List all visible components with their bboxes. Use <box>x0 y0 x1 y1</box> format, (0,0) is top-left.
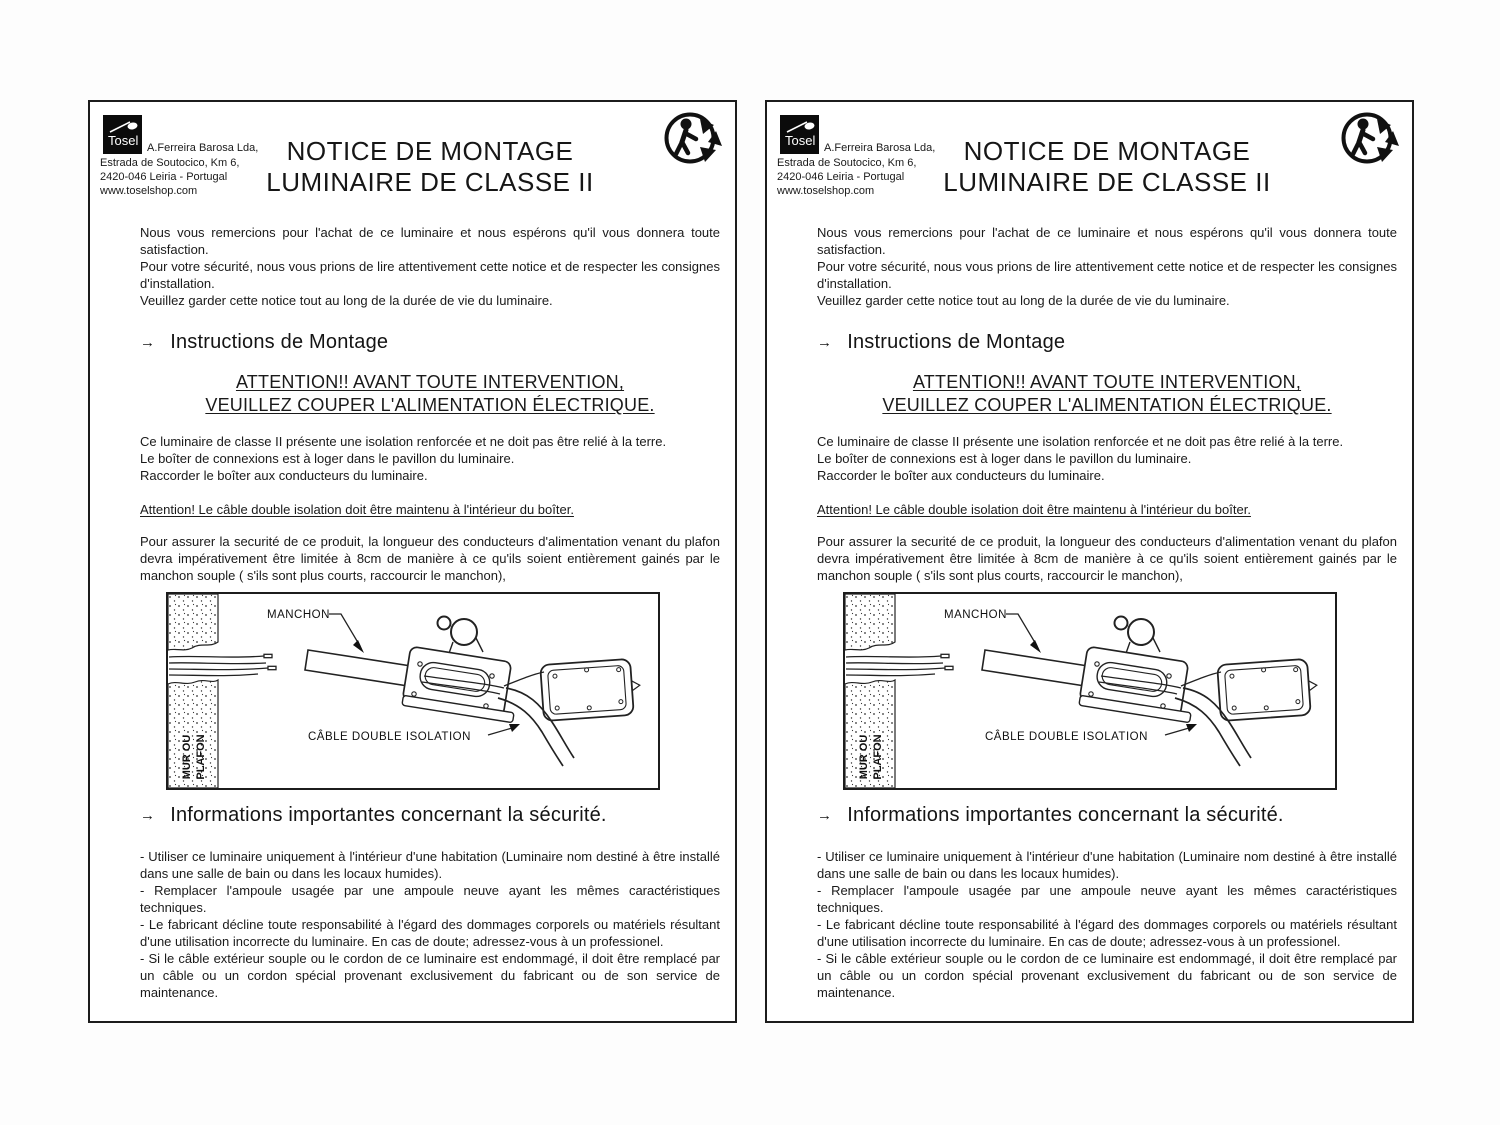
logo-text: Tosel <box>108 133 139 148</box>
section-heading-montage-label: Instructions de Montage <box>847 331 1066 353</box>
safety-item: - Remplacer l'ampoule usagée par une ampoule neuve ayant les mêmes caractéristiques techniques. <box>140 883 720 915</box>
safety-item: - Utiliser ce luminaire uniquement à l'intérieur d'une habitation (Luminaire nom destiné à être installé dans une salle de bain ou dans les locaux humides). <box>817 849 1397 881</box>
cable-leader-line <box>488 728 512 735</box>
tosel-logo <box>780 115 819 154</box>
intro-line: Nous vous remercions pour l'achat de ce luminaire et nous espérons qu'il vous donnera toute satisfaction. <box>817 225 1397 257</box>
company-street: Estrada de Soutocico, Km 6, <box>777 157 917 169</box>
class2-line: Raccorder le boîter aux conducteurs du luminaire. <box>140 468 428 483</box>
class2-line: Raccorder le boîter aux conducteurs du luminaire. <box>817 468 1105 483</box>
attention-note: Attention! Le câble double isolation doit être maintenu à l'intérieur du boîter. <box>140 502 574 517</box>
wall-band-bottom <box>845 680 895 788</box>
class2-paragraph <box>140 433 720 484</box>
arrow-bullet-icon: → <box>817 807 833 824</box>
class2-line: Ce luminaire de classe II présente une isolation renforcée et ne doit pas être relié à la terre. <box>817 434 1344 449</box>
label-wall-line1: MUR OU <box>858 734 870 780</box>
cover-box <box>540 658 642 721</box>
company-street: Estrada de Soutocico, Km 6, <box>100 157 240 169</box>
manchon-leader-line <box>1006 614 1037 646</box>
installation-diagram <box>843 592 1337 790</box>
connector-block <box>402 617 514 723</box>
intro-line: Veuillez garder cette notice tout au long de la durée de vie du luminaire. <box>140 293 553 308</box>
wall-band-top <box>168 594 218 650</box>
triman-recycling-icon <box>1340 109 1402 166</box>
company-website: www.toselshop.com <box>100 185 198 197</box>
installation-diagram-drawing <box>168 594 658 788</box>
triman-recycling-icon <box>663 109 725 166</box>
manchon-leader-line <box>329 614 360 646</box>
section-heading-securite <box>140 802 720 830</box>
connector-block <box>1079 617 1191 723</box>
safety-item: - Le fabricant décline toute responsabilité à l'égard des dommages corporels ou matériels résultant d'une utilisation incorrecte du luminaire. En cas de doute; adressez-vous à un professionel. <box>140 917 720 949</box>
notice-page <box>765 100 1414 1023</box>
page-title-line1: NOTICE DE MONTAGE <box>963 136 1251 166</box>
supply-wires <box>846 654 953 675</box>
class2-paragraph <box>817 433 1397 484</box>
label-manchon: MANCHON <box>944 609 1007 621</box>
cable-arrowhead <box>509 724 520 732</box>
warning-line1: ATTENTION!! AVANT TOUTE INTERVENTION, <box>912 372 1302 392</box>
section-heading-securite <box>817 802 1397 830</box>
tosel-logo <box>103 115 142 154</box>
page-title-line2: LUMINAIRE DE CLASSE II <box>943 167 1271 197</box>
cover-box <box>1217 658 1319 721</box>
cable-arrowhead <box>1186 724 1197 732</box>
intro-line: Pour votre sécurité, nous vous prions de lire attentivement cette notice et de respecter les consignes d'installation. <box>140 259 720 291</box>
arrow-bullet-icon: → <box>817 334 833 351</box>
manchon-arrowhead <box>1030 640 1041 653</box>
warning-banner <box>817 371 1397 417</box>
page-content <box>817 224 1397 1001</box>
safety-item: - Le fabricant décline toute responsabilité à l'égard des dommages corporels ou matériels résultant d'une utilisation incorrecte du luminaire. En cas de doute; adressez-vous à un professionel. <box>817 917 1397 949</box>
manchon-arrowhead <box>353 640 364 653</box>
manchon-paragraph: Pour assurer la securité de ce produit, la longueur des conducteurs d'alimentation venant du plafon devra impérativement être limitée à 8cm de manière à ce qu'ils soient entièrement gainés par le manchon souple ( s'ils sont plus courts, raccourcir le manchon), <box>817 534 1397 583</box>
cable-leader-line <box>1165 728 1189 735</box>
page-title <box>907 136 1307 198</box>
label-wall-line2: PLAFON <box>195 734 207 780</box>
class2-line: Le boîter de connexions est à loger dans le pavillon du luminaire. <box>817 451 1192 466</box>
safety-item: - Si le câble extérieur souple ou le cordon de ce luminaire est endommagé, il doit être remplacé par un câble ou un cordon spécial provenant exclusivement du fabricant ou de son service de maintenance. <box>140 951 720 1000</box>
supply-wires <box>169 654 276 675</box>
arrow-bullet-icon: → <box>140 334 156 351</box>
warning-line1: ATTENTION!! AVANT TOUTE INTERVENTION, <box>235 372 625 392</box>
company-website: www.toselshop.com <box>777 185 875 197</box>
wall-band-top <box>845 594 895 650</box>
warning-banner <box>140 371 720 417</box>
page-content <box>140 224 720 1001</box>
section-heading-montage <box>817 329 1397 357</box>
logo-text: Tosel <box>785 133 816 148</box>
safety-list <box>817 848 1397 1001</box>
warning-line2: VEUILLEZ COUPER L'ALIMENTATION ÉLECTRIQUE. <box>205 395 655 415</box>
intro-paragraph <box>140 224 720 309</box>
company-name: A.Ferreira Barosa Lda, <box>824 142 936 154</box>
arrow-bullet-icon: → <box>140 807 156 824</box>
class2-line: Ce luminaire de classe II présente une isolation renforcée et ne doit pas être relié à la terre. <box>140 434 667 449</box>
company-city: 2420-046 Leiria - Portugal <box>100 171 228 183</box>
tosel-logo-icon <box>103 115 142 154</box>
label-wall-line1: MUR OU <box>181 734 193 780</box>
section-heading-securite-label: Informations importantes concernant la sécurité. <box>170 804 607 826</box>
intro-line: Pour votre sécurité, nous vous prions de lire attentivement cette notice et de respecter les consignes d'installation. <box>817 259 1397 291</box>
intro-paragraph <box>817 224 1397 309</box>
installation-diagram <box>166 592 660 790</box>
tosel-logo-icon <box>780 115 819 154</box>
label-manchon: MANCHON <box>267 609 330 621</box>
label-cable: CÂBLE DOUBLE ISOLATION <box>308 731 471 743</box>
page-title-line2: LUMINAIRE DE CLASSE II <box>266 167 594 197</box>
label-cable: CÂBLE DOUBLE ISOLATION <box>985 731 1148 743</box>
manchon-paragraph: Pour assurer la securité de ce produit, la longueur des conducteurs d'alimentation venant du plafon devra impérativement être limitée à 8cm de manière à ce qu'ils soient entièrement gainés par le manchon souple ( s'ils sont plus courts, raccourcir le manchon), <box>140 534 720 583</box>
installation-diagram-drawing <box>845 594 1335 788</box>
attention-note: Attention! Le câble double isolation doit être maintenu à l'intérieur du boîter. <box>817 502 1251 517</box>
warning-line2: VEUILLEZ COUPER L'ALIMENTATION ÉLECTRIQUE. <box>882 395 1332 415</box>
safety-item: - Si le câble extérieur souple ou le cordon de ce luminaire est endommagé, il doit être remplacé par un câble ou un cordon spécial provenant exclusivement du fabricant ou de son service de maintenance. <box>817 951 1397 1000</box>
safety-item: - Remplacer l'ampoule usagée par une ampoule neuve ayant les mêmes caractéristiques techniques. <box>817 883 1397 915</box>
safety-list <box>140 848 720 1001</box>
company-name: A.Ferreira Barosa Lda, <box>147 142 259 154</box>
page-title <box>230 136 630 198</box>
wall-band-bottom <box>168 680 218 788</box>
class2-line: Le boîter de connexions est à loger dans le pavillon du luminaire. <box>140 451 515 466</box>
safety-item: - Utiliser ce luminaire uniquement à l'intérieur d'une habitation (Luminaire nom destiné à être installé dans une salle de bain ou dans les locaux humides). <box>140 849 720 881</box>
section-heading-montage <box>140 329 720 357</box>
page-title-line1: NOTICE DE MONTAGE <box>286 136 574 166</box>
notice-page <box>88 100 737 1023</box>
intro-line: Nous vous remercions pour l'achat de ce luminaire et nous espérons qu'il vous donnera toute satisfaction. <box>140 225 720 257</box>
section-heading-montage-label: Instructions de Montage <box>170 331 389 353</box>
intro-line: Veuillez garder cette notice tout au long de la durée de vie du luminaire. <box>817 293 1230 308</box>
section-heading-securite-label: Informations importantes concernant la sécurité. <box>847 804 1284 826</box>
company-city: 2420-046 Leiria - Portugal <box>777 171 905 183</box>
label-wall-line2: PLAFON <box>872 734 884 780</box>
